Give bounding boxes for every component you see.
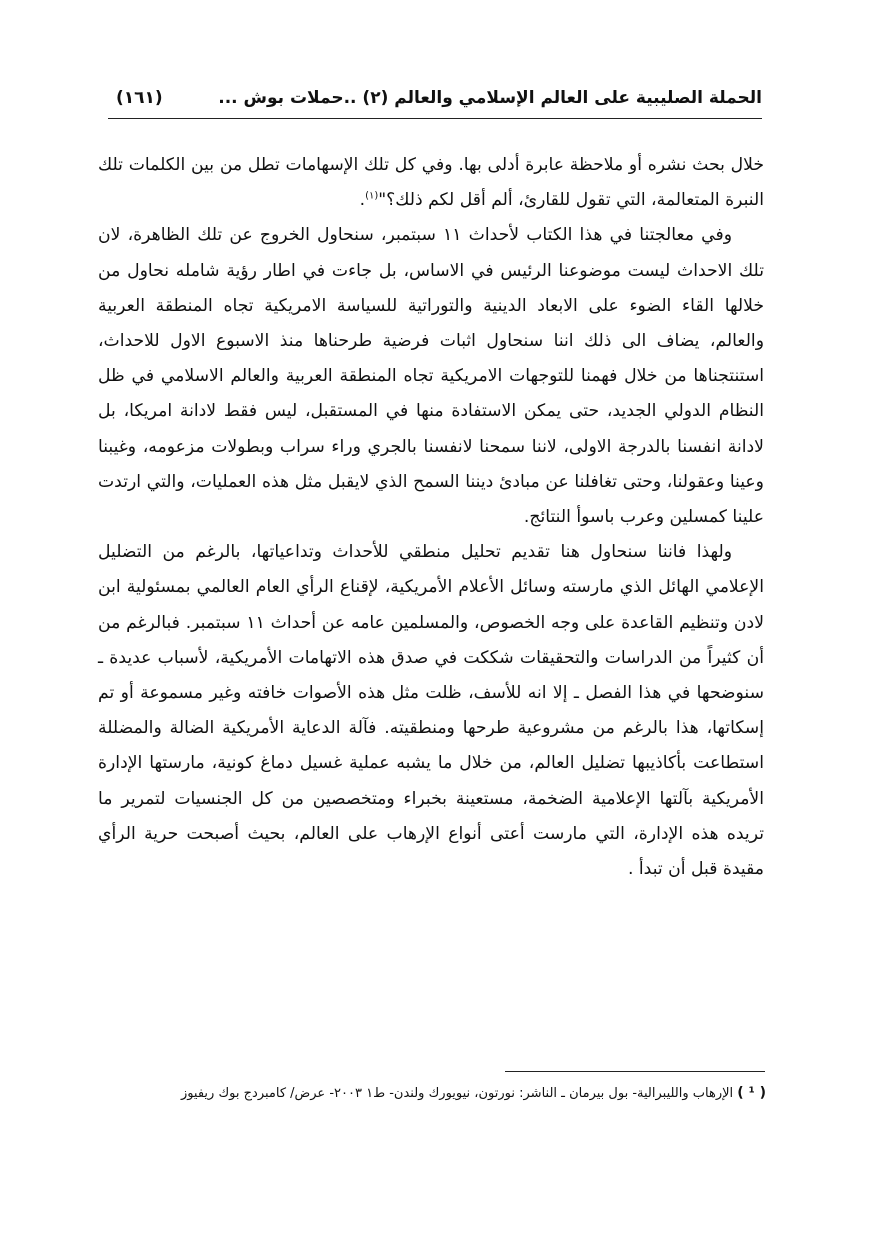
footnote-reference: (١) [365,190,379,202]
header-title: الحملة الصليبية على العالم الإسلامي والعالم (٢) ..حملات بوش ... [218,88,762,108]
footnote-marker: ( ¹ ) [737,1085,766,1101]
running-header [108,84,762,119]
body-text [98,148,764,887]
footnote [96,1082,766,1105]
page-number: (١٦١) [116,88,163,108]
paragraph-3: ولهذا فاننا سنحاول هنا تقديم تحليل منطقي للأحداث وتداعياتها، بالرغم من التضليل الإعلامي الهائل الذي مارسته وسائل الأعلام الأمريكية، لإقناع الرأي العام العالمي بمسئولية ابن لادن وتنظيم القاعدة على وجه الخصوص، والمسلمين عامه عن أحداث ١١ سبتمبر. فبالرغم من أن كثيراً من الدراسات والتحقيقات شككت في صدق هذه الاتهامات الأمريكية، لأسباب عديدة ـ سنوضحها في هذا الفصل ـ إلا انه للأسف، ظلت مثل هذه الأصوات خافته وغير مسموعة أو تم إسكاتها، هذا بالرغم من مشروعية طرحها ومنطقيته. فآلة الدعاية الأمريكية الضالة والمضللة استطاعت بأكاذيبها تضليل العالم، من خلال ما يشبه عملية غسيل دماغ كونية، مارستها الإدارة الأمريكية بآلتها الإعلامية الضخمة، مستعينة بخبراء ومتخصصين من كل الجنسيات لتمرير ما تريده هذه الإدارة، التي مارست أعتى أنواع الإرهاب على العالم، بحيث أصبحت حرية الرأي مقيدة قبل أن تبدأ . [98,542,765,880]
footnote-text: الإرهاب والليبرالية- بول بيرمان ـ الناشر: نورتون، نيويورك ولندن- ط١ ٢٠٠٣- عرض/ كامبردج بوك ريفيوز [180,1086,734,1101]
paragraph-1 [98,148,764,218]
paragraph-2: وفي معالجتنا في هذا الكتاب لأحداث ١١ سبتمبر، سنحاول الخروج عن تلك الظاهرة، لان تلك الاحداث ليست موضوعنا الرئيس في الاساس، بل جاءت في اطار رؤية شامله نحاول من خلالها القاء الضوء على الابعاد الدينية والتوراتية للسياسة الامريكية تجاه المنطقة العربية والعالم، يضاف الى ذلك اننا سنحاول اثبات فرضية طرحناها منذ الاسبوع الاول للاحداث، استنتجناها من خلال فهمنا للتوجهات الامريكية تجاه المنطقة العربية والعالم الاسلامي في ظل النظام الدولي الجديد، حتى يمكن الاستفادة منها في المستقبل، ليس فقط لادانة امريكا، بل لادانة انفسنا بالدرجة الاولى، لاننا سمحنا لانفسنا بالجري وراء سراب وبطولات مزعومه، وغيبنا وعينا وعقولنا، وحتى تغافلنا عن مبادئ ديننا السمح الذي لايقبل مثل هذه العمليات، والتي ارتدت علينا كمسلين وعرب باسوأ النتائج. [98,225,764,528]
paragraph-1-end: . [359,190,366,211]
paragraph-1-text: خلال بحث نشره أو ملاحظة عابرة أدلى بها. وفي كل تلك الإسهامات تطل من بين الكلمات تلك النبرة المتعالمة، التي تقول للقارئ، ألم أقل لكم ذلك؟" [98,155,764,211]
footnote-separator [505,1071,765,1072]
